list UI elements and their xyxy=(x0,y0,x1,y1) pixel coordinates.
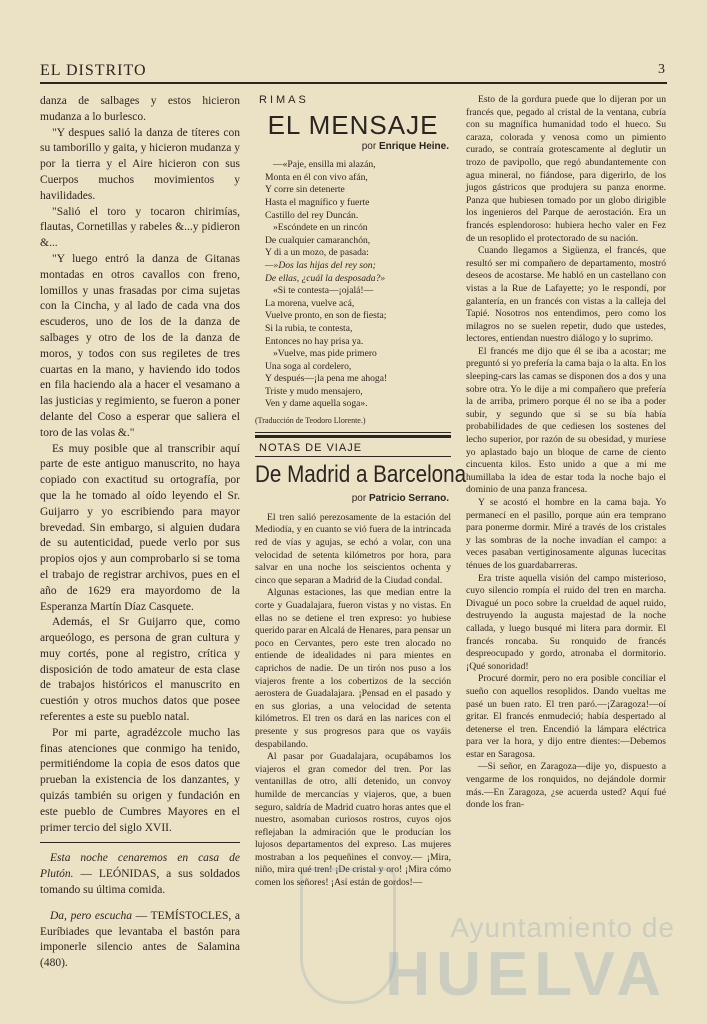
poem-line: Monta en él con vivo afán, xyxy=(265,171,368,183)
quote-italic: Da, pero escucha xyxy=(50,909,132,922)
quote xyxy=(40,851,240,898)
article-title: De Madrid a Barcelona xyxy=(255,461,467,489)
divider xyxy=(255,456,451,457)
paragraph: El francés me dijo que él se iba a acostar; me preguntó si yo prefería la cama baja o la alta. En los sleeping-cars las camas se disponen dos a dos y una sobre otra. Yo le dije a mi compañero que prefería la de arriba, primero porque él no se iba a poder subir, y segundo que si se su bía había probabilidades de que cediesen los sostenes del lecho superior, por razón de su obesidad, y muriese yo aplastado bajo un bloque de carne de ciento cincuenta kilos. Esto unido a que a mi me humillaba la idea de estar toda la noche bajo el dominio de una panza francesa. xyxy=(466,345,666,496)
paragraph: "Y luego entró la danza de Gitanas montadas en otros cavallos con freno, lomillos y unas frasadas por cima sujetas con la Cincha, y al lado de cada vna dos escuderos, uno de los de la danza de salbages y otro de los de la danza de moros, y todos con sus regiletes de tres cuartas en la mano, y haviendo ido todos en fila haciendo ala a hacer el vesamano a las justicias y regimiento, se fueron a poner delante del Coso a esperar que saliera el toro de las volas &." xyxy=(40,252,240,439)
paragraph: Es muy posible que al transcribir aquí parte de este antiguo manuscrito, no haya copiado con exactitud su ortografía, por que la he tomado al oído leyendo el Sr. Guijarro y yo escribiendo para mayor brevedad. Sin embargo, si alguien dudara de su autenticidad, puede verlo por sus propios ojos y aun comprobarlo si se toma el trabajo de registrar archivos, pues en el año de 1629 era mayordomo de la Esperanza Martín Díaz Casquete. xyxy=(40,442,240,613)
poem-line: La morena, vuelve acá, xyxy=(265,297,355,309)
paragraph: Además, el Sr Guijarro que, como arqueólogo, es persona de gran cultura y muy cortés, pone al registro, crítica y disposición de todo amateur de esta clase de trabajos históricos el manuscrito en cuestión y otros muchos datos que posee referentes a este su pueblo natal. xyxy=(40,616,240,724)
poem-line: —»Dos las hijas del rey son; xyxy=(265,259,376,271)
paragraph: —Si señor, en Zaragoza—dije yo, dispuesto a vengarme de los ronquidos, no dejándole dormir más.—En Zaragoza, ¿se acuerda usted? Aquí fué donde los fran- xyxy=(466,761,666,811)
poem-line: Una soga al cordelero, xyxy=(265,360,352,372)
paragraph: danza de salbages y estos hicieron mudanza a lo burlesco. xyxy=(40,95,240,123)
paragraph: Procuré dormir, pero no era posible conciliar el sueño con aquellos resoplidos. Dando vueltas me pasé un buen rato. El tren paró.—¡Zaragoza!—oí gritar. El francés enmudeció; había despertado al detenerse el tren. Encendió la lámpara eléctrica para ver la hora, y dijo entre dientes:—Debemos estar en Saragosa. xyxy=(466,673,666,760)
poem-line: Ven y dame aquella soga». xyxy=(265,398,368,410)
translation-credit: (Traducción de Teodoro Llorente.) xyxy=(255,416,366,426)
byline-author: Patricio Serrano. xyxy=(368,493,449,505)
poem-title: EL MENSAJE xyxy=(267,109,439,140)
poem-line: »Vuelve, mas pide primero xyxy=(273,348,377,360)
watermark-line2: HUELVA xyxy=(385,940,667,1009)
poem-body xyxy=(255,159,451,411)
poem-line: Hasta el magnífico y fuerte xyxy=(265,196,370,208)
paragraph: "Y despues salió la danza de títeres con su tamborillo y gaita, y hicieron mudanza y por la tierra y el Aire hicieron con sus Cuerpos muchos movimientos y havilidades. xyxy=(40,126,240,202)
poem-line: Castillo del rey Duncán. xyxy=(265,209,359,221)
poem-line: De ellas, ¿cuál la desposada?» xyxy=(265,272,386,284)
byline-author: Enrique Heine. xyxy=(378,140,449,152)
poem-line: De cualquier camaranchón, xyxy=(265,234,371,246)
publication-title: EL DISTRITO xyxy=(40,62,147,79)
paragraph: Esto de la gordura puede que lo dijeran por un francés que, pegado al cristal de la ventana, cubría con su magnífica humanidad todo el hueco. Su caraza, colorada y venosa como un pimiento curado, se contraía grotescamente al deglutir un trozo de pavipollo, que regó abundantemente con agua mineral, no fiándose, para digerirlo, de los jugos gástricos que produjera su panza enorme. Panza que hubiesen tomado por un globo dirigible los ingenieros del Parque de aerostación. Era un francés esplendoroso: hubiera hecho valer en Fez de un resoplido el protectorado de su nación. xyxy=(466,94,666,244)
paragraph: Era triste aquella visión del campo misterioso, cuyo silencio rompía el ruido del tren en marcha. Divagué un poco sobre la crueldad de aquel ruido, destruyendo la augusta majestad de la noche callada, y luego busqué mi litera para dormir. El francés roncaba. Su ronquido de francés despreocupado y gordo, atronaba el dormitorio. ¡Qué sonoridad! xyxy=(466,572,666,672)
paragraph: Cuando llegamos a Sigüenza, el francés, que resultó ser mi compañero de departamento, mostró deseos de acostarse. Me habló en un castellano con vistas a la Rue de Lafayette; yo le respondí, por galantería, en un francés con vistas a la calleja del Tapié. Nosotros nos entendimos, pero como los milagros no se suelen repetir, dudo que ustedes, lectores, entiendan nuestro diálogo y lo suprimo. xyxy=(466,245,666,345)
article-byline xyxy=(255,493,449,506)
poem-line: Si la rubia, te contesta, xyxy=(265,322,353,334)
poem-line: Triste y mudo mensajero, xyxy=(265,385,363,397)
paragraph: Por mi parte, agradézcole mucho las finas atenciones que conmigo ha tenido, permitiéndome la copia de esos datos que prueban la existencia de los danzantes, y quizás también su origen y fundación en este pueblo de Cumbres Mayores en el primer tercio del siglo XVII. xyxy=(40,726,240,834)
poem-line: Entonces no hay prisa ya. xyxy=(265,335,364,347)
watermark-shield-icon xyxy=(300,868,396,1004)
section-label-rimas: RIMAS xyxy=(259,94,309,106)
page-number: 3 xyxy=(658,62,665,77)
section-divider xyxy=(255,432,451,438)
byline-prefix: por xyxy=(361,140,377,152)
divider xyxy=(40,842,240,843)
poem-line: Y corre sin detenerte xyxy=(265,184,345,196)
column-3 xyxy=(466,94,666,812)
paragraph: "Salió el toro y tocaron chirimías, flautas, Cornetillas y rabeles &...y pidieron &... xyxy=(40,205,240,250)
watermark-line1: Ayuntamiento de xyxy=(450,912,675,943)
poem-line: Vuelve pronto, en son de fiesta; xyxy=(265,310,387,322)
poem-line: Y di a un mozo, de pasada: xyxy=(265,247,369,259)
poem-line: —«Paje, ensilla mi alazán, xyxy=(273,159,376,171)
paragraph: Y se acostó el hombre en la cama baja. Yo permanecí en el pasillo, porque aún era temprano para ponerme dormir. Miré a través de los cristales y las sombras de la noche invadían el campo: a veces pasaban vertiginosamente algunas lucecitas ténues de los guardabarreras. xyxy=(466,497,666,571)
quote-rest: — TEMÍSTOCLES, a Euríbiades que levantaba el bastón para imponerle silencio antes de Salamina (480). xyxy=(40,909,240,970)
poem-line: «Si te contesta—¡ojalá!— xyxy=(273,285,374,297)
column-1 xyxy=(40,94,240,982)
section-label-notas: NOTAS DE VIAJE xyxy=(259,441,363,454)
column-2 xyxy=(255,94,467,890)
paragraph: Algunas estaciones, las que median entre la corte y Guadalajara, fueron vistas y no vistas. En ellas no se detiene el tren expreso: yo hubiese querido parar en Alcalá de Henares, para pensar un poco en Cervantes, pero este tren alocado no entiende de idealidades ni para mientes en caprichos de nadie. De un tirón nos puso a los viajeros frente a los cobertizos de la sección aerostera de Guadalajara. ¡Pensad en el pasado y en sus glorias, a una velocidad de setenta kilómetros. El tren os dará en las narices con el presente y sus progresos para que os vayáis despabilando. xyxy=(255,587,451,750)
paragraph: El tren salió perezosamente de la estación del Mediodía, y en cuanto se vió fuera de la intrincada red de vías y agujas, se echó a volar, con una velocidad de setenta kilómetros por hora, para salvar en una noche los seiscientos ochenta y cinco que separan a Madrid de la Ciudad condal. xyxy=(255,511,451,586)
paragraph: Al pasar por Guadalajara, ocupábamos los viajeros el gran comedor del tren. Por las ventanillas de otro, allí detenido, un convoy humilde de mercancías y viajeros, que, a buen seguro, saldría de Madrid cuatro horas antes que el nuestro, asomaban curiosos rostros, cuyos ojos reflejaban la admiración que le producían los lujosos departamentos del expreso. Las mujeres mostraban a los pequeñines el convoy.— ¡Mira, niño, mira qué tren! ¡De cristal y oro! ¡Mira cómo comen los señores! ¡Así están de gordos!— xyxy=(255,751,451,889)
quote-italic: Esta noche cenaremos en casa de Plutón. xyxy=(40,852,240,881)
quotes-section xyxy=(40,851,240,972)
poem-byline xyxy=(255,141,449,154)
quote xyxy=(40,909,240,972)
poem-line: Y después—¡la pena me ahoga! xyxy=(265,373,388,385)
page-header xyxy=(40,62,667,84)
poem-line: »Escóndete en un rincón xyxy=(273,222,368,234)
byline-prefix: por xyxy=(351,493,367,505)
quote-rest: — LEÓNIDAS, a sus soldados tomando su última comida. xyxy=(40,868,240,897)
